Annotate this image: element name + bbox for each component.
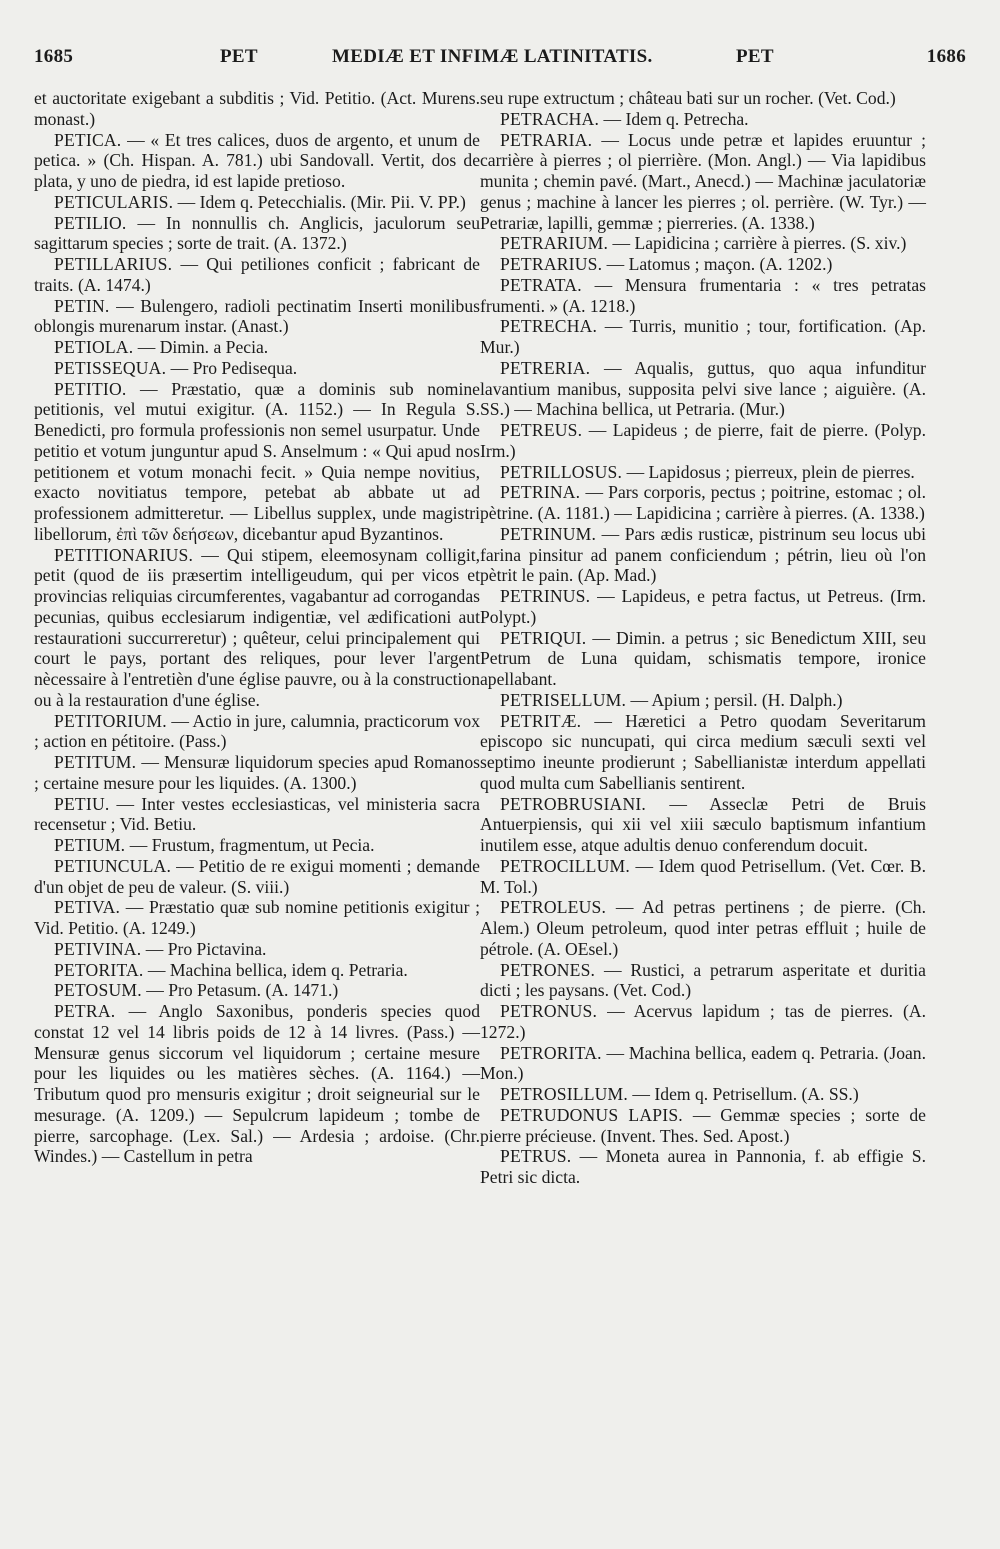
entry-headword: PETRATA. — [500, 274, 582, 295]
dictionary-entry — [480, 233, 926, 254]
entry-text: — Asseclæ Petri de Bruis Antuerpiensis, qui xii vel xiii sæculo baptismum infantium inutilem esse, atque adultis denuo conferendum docuit. — [480, 793, 926, 855]
entry-headword: PETILLARIUS. — [54, 254, 173, 274]
dictionary-entry — [34, 213, 480, 255]
dictionary-entry — [480, 960, 926, 1002]
dictionary-entry — [34, 980, 480, 1001]
entry-text: — Qui stipem, eleemosynam colligit, petit (quod de iis præsertim intelligeudum, qui per vicos et provincias reliquias circumferentes, vagabantur ad corrogandas pecunias, quibus ecclesiarum indigentiæ, vel ædificationi aut restaurationi succurreretur) ; quêteur, celui principalement qui court le pays, portant des reliques, pour lever l'argent nècessaire à l'entretièn d'une église pauvre, ou à la construction ou à la restauration d'une église. — [34, 544, 480, 710]
entry-headword: PETRECHA. — [500, 316, 598, 337]
entry-headword: PETIUM. — [54, 835, 126, 855]
running-head-left: PET — [220, 46, 258, 67]
running-head-right: PET — [736, 46, 774, 67]
entry-headword: PETITUM. — [54, 752, 137, 772]
dictionary-entry — [480, 690, 926, 711]
entry-text: — « Et tres calices, duos de argento, et unum de petica. » (Ch. Hispan. A. 781.) ubi Sandovall. Vertit, dos de plata, y uno de piedra, id est lapide pretioso. — [34, 129, 480, 191]
dictionary-entry — [480, 856, 926, 898]
entry-headword: PETROCILLUM. — [500, 855, 630, 876]
entry-headword: PETIUNCULA. — [54, 855, 172, 876]
entry-headword: PETICA. — [54, 129, 122, 150]
dictionary-entry — [34, 835, 480, 856]
entry-text: — Lapidosus ; pierreux, plein de pierres. — [626, 461, 915, 482]
entry-text: — Pro Pictavina. — [145, 938, 267, 959]
entry-headword: PETIU. — [54, 793, 110, 814]
entry-text: et auctoritate exigebant a subditis ; Vid. Petitio. (Act. Murens. monast.) — [34, 88, 480, 129]
entry-text: — Moneta aurea in Pannonia, f. ab effigie S. Petri sic dicta. — [480, 1146, 926, 1187]
entry-text: — Pars corporis, pectus ; poitrine, estomac ; ol. pètrine. (A. 1181.) — Lapidicina ; carrière à pierres. (A. 1338.) — [480, 482, 927, 523]
dictionary-entry — [480, 1146, 926, 1188]
entry-headword: PETIOLA. — [54, 337, 134, 357]
entry-text: — Idem q. Petecchialis. (Mir. Pii. V. PP.) — [177, 191, 466, 212]
entry-headword: PETRORITA. — [500, 1042, 602, 1063]
dictionary-entry — [480, 462, 926, 483]
entry-text: — Mensura frumentaria : « tres petratas frumenti. » (A. 1218.) — [480, 274, 926, 316]
entry-headword: PETIVINA. — [54, 938, 142, 959]
entry-headword: PETRINA. — [500, 482, 581, 503]
entry-text: — Idem q. Petrecha. — [603, 108, 749, 129]
entry-text: — Lapideus ; de pierre, fait de pierre. (Polyp. Irm.) — [480, 420, 926, 461]
entry-headword: PETRUDONUS LAPIS. — [500, 1104, 683, 1125]
entry-headword: PETRACHA. — [500, 108, 600, 129]
entry-headword: PETILIO. — [54, 212, 127, 233]
entry-headword: PETRILLOSUS. — [500, 461, 623, 482]
dictionary-entry — [480, 130, 926, 234]
entry-text: — Anglo Saxonibus, ponderis species quod constat 12 vel 14 libris poids de 12 à 14 livres. (Pass.) — Mensuræ genus siccorum vel liquidorum ; certaine mesure pour les liquides ou les matières sèches. (A. 1164.) — Tributum quod pro mensuris exigitur ; droit seigneurial sur le mesurage. (A. 1209.) — Sepulcrum lapideum ; tombe de pierre, sarcophage. (Lex. Sal.) — Ardesia ; ardoise. (Chr. Windes.) — Castellum in petra — [34, 1001, 480, 1167]
dictionary-entry — [480, 420, 926, 462]
dictionary-entry — [34, 794, 480, 836]
dictionary-entry — [34, 897, 480, 939]
right-column — [480, 88, 926, 1188]
entry-text: — Frustum, fragmentum, ut Pecia. — [129, 835, 375, 855]
entry-headword: PETITORIUM. — [54, 710, 167, 731]
dictionary-entry — [480, 1084, 926, 1105]
dictionary-entry — [480, 254, 926, 275]
dictionary-entry — [34, 752, 480, 794]
entry-headword: PETREUS. — [500, 420, 583, 440]
dictionary-entry — [34, 358, 480, 379]
entry-text: — Pars ædis rusticæ, pistrinum seu locus ubi farina pinsitur ad panem conficiendum ; pétrin, lieu où l'on pètrit le pain. (Ap. Mad.) — [480, 523, 926, 586]
entry-text: — Machina bellica, eadem q. Petraria. (Joan. Mon.) — [480, 1042, 926, 1084]
dictionary-entry — [34, 1001, 480, 1167]
entry-headword: PETRARIA. — [500, 129, 593, 150]
dictionary-entry — [480, 628, 926, 690]
entry-headword: PETORITA. — [54, 959, 144, 980]
entry-text: — Pro Petasum. (A. 1471.) — [146, 980, 339, 1001]
dictionary-entry — [34, 711, 480, 753]
dictionary-entry — [34, 939, 480, 960]
dictionary-entry — [34, 337, 480, 358]
dictionary-entry — [34, 545, 480, 711]
entry-text: — Lapideus, e petra factus, ut Petreus. (Irm. Polypt.) — [480, 586, 926, 627]
entry-text: — Rustici, a petrarum asperitate et duritia dicti ; les paysans. (Vet. Cod.) — [480, 959, 926, 1001]
entry-text: — Turris, munitio ; tour, fortification. (Ap. Mur.) — [480, 316, 926, 357]
dictionary-entry — [480, 88, 926, 109]
entry-text: — Machina bellica, idem q. Petraria. — [147, 959, 408, 980]
dictionary-entry — [480, 897, 926, 959]
entry-headword: PETRINUS. — [500, 586, 591, 606]
entry-text: — Actio in jure, calumnia, practicorum vox ; action en pétitoire. (Pass.) — [34, 710, 480, 752]
entry-headword: PETRITÆ. — [500, 710, 582, 731]
dictionary-entry — [34, 960, 480, 981]
entry-text: — Inter vestes ecclesiasticas, vel ministeria sacra recensetur ; Vid. Betiu. — [34, 793, 480, 835]
dictionary-entry — [34, 296, 480, 338]
entry-headword: PETISSEQUA. — [54, 357, 167, 378]
entry-headword: PETROSILLUM. — [500, 1084, 629, 1104]
entry-text: — Idem quod Petrisellum. (Vet. Cœr. B. M. Tol.) — [480, 855, 926, 897]
entry-headword: PETIN. — [54, 295, 110, 316]
entry-text: — Dimin. a petrus ; sic Benedictum XIII, seu Petrum de Luna quidam, schismatis tempore, ironice apellabant. — [480, 627, 927, 689]
entry-headword: PETRINUM. — [500, 523, 597, 544]
entry-headword: PETICULARIS. — [54, 191, 174, 212]
entry-text: — Pro Pedisequa. — [170, 357, 298, 378]
dictionary-entry — [480, 1043, 926, 1085]
dictionary-entry — [480, 109, 926, 130]
entry-text: — Præstatio, quæ a dominis sub nomine petitionis, vel mutui exigitur. (A. 1152.) — In Regula S. Benedicti, pro formula professionis non semel usurpatur. Unde petitio et votum junguntur apud S. Anselmum : « Qui apud nos petitionem et votum monachi fecit. » Quia nempe novitius, exacto novitiatus tempore, petebat ab abbate ut ad professionem admitteretur. — Libellus supplex, unde magistri libellorum, ἐπὶ τῶν δεήσεων, dicebantur apud Byzantinos. — [34, 378, 480, 544]
entry-text: — Petitio de re exigui momenti ; demande d'un objet de peu de valeur. (S. viii.) — [34, 855, 480, 897]
dictionary-entry — [480, 358, 926, 420]
entry-text: — Lapidicina ; carrière à pierres. (S. xiv.) — [612, 233, 907, 254]
entry-text: — Qui petiliones conficit ; fabricant de traits. (A. 1474.) — [34, 254, 480, 295]
entry-text: — Gemmæ species ; sorte de pierre précieuse. (Invent. Thes. Sed. Apost.) — [480, 1104, 926, 1146]
dictionary-entry — [480, 275, 926, 317]
entry-text: — Locus unde petræ et lapides eruuntur ; carrière à pierres ; ol pierrière. (Mon. Angl.) — Via lapidibus munita ; chemin pavé. (Mart., Anecd.) — Machinæ jaculatoriæ genus ; machine à lancer les pierres ; ol. perrière. (W. Tyr.) — Petrariæ, lapilli, gemmæ ; pierreries. (A. 1338.) — [480, 129, 926, 233]
dictionary-entry — [34, 130, 480, 192]
entry-headword: PETRERIA. — [500, 357, 591, 378]
entry-text: — Bulengero, radioli pectinatim Inserti monilibus oblongis murenarum instar. (Anast.) — [34, 295, 480, 337]
entry-headword: PETRONUS. — [500, 1001, 598, 1021]
running-title: MEDIÆ ET INFIMÆ LATINITATIS. — [332, 46, 653, 67]
dictionary-entry — [480, 711, 926, 794]
entry-headword: PETROLEUS. — [500, 897, 607, 918]
dictionary-entry — [34, 192, 480, 213]
entry-text: — In nonnullis ch. Anglicis, jaculorum seu sagittarum species ; sorte de trait. (A. 1372.) — [34, 212, 480, 254]
entry-text: — Præstatio quæ sub nomine petitionis exigitur ; Vid. Petitio. (A. 1249.) — [34, 897, 480, 938]
dictionary-entry — [480, 482, 926, 524]
entry-text: seu rupe extructum ; château bati sur un rocher. (Vet. Cod.) — [480, 88, 896, 108]
entry-text: — Dimin. a Pecia. — [137, 337, 269, 357]
page-number-right: 1686 — [926, 46, 966, 67]
entry-text: — Hæretici a Petro quodam Severitarum episcopo sic nuncupati, qui circa medium sæculi sexti vel septimo ineunte prodierunt ; Sabellianistæ interdum appellati quod multa cum Sabellianis sentirent. — [480, 710, 926, 793]
entry-headword: PETROBRUSIANI. — [500, 793, 647, 814]
entry-text: — Ad petras pertinens ; de pierre. (Ch. Alem.) Oleum petroleum, quod inter petras effluit ; huile de pétrole. (A. OEsel.) — [480, 897, 926, 959]
dictionary-entry — [480, 1105, 926, 1147]
dictionary-entry — [34, 254, 480, 296]
page-header — [34, 46, 966, 76]
dictionary-entry — [480, 586, 926, 628]
entry-headword: PETRUS. — [500, 1146, 572, 1167]
dictionary-entry — [480, 794, 926, 856]
entry-text: — Idem q. Petrisellum. (A. SS.) — [632, 1084, 859, 1104]
entry-headword: PETRARIUS. — [500, 254, 603, 274]
entry-headword: PETRONES. — [500, 959, 596, 980]
entry-text: — Aqualis, guttus, quo aqua infunditur lavantium manibus, supposita pelvi sive lance ; aiguière. (A. SS.) — Machina bellica, ut Petraria. (Mur.) — [480, 357, 926, 420]
dictionary-entry — [480, 524, 926, 586]
entry-headword: PETOSUM. — [54, 980, 142, 1001]
entry-text: — Apium ; persil. (H. Dalph.) — [630, 689, 843, 710]
dictionary-entry — [34, 88, 480, 130]
entry-headword: PETIVA. — [54, 897, 121, 918]
entry-text: — Acervus lapidum ; tas de pierres. (A. 1272.) — [480, 1001, 926, 1042]
dictionary-entry — [480, 316, 926, 358]
dictionary-entry — [480, 1001, 926, 1043]
dictionary-entry — [34, 856, 480, 898]
entry-headword: PETITIO. — [54, 378, 127, 399]
entry-headword: PETITIONARIUS. — [54, 544, 194, 565]
entry-headword: PETRARIUM. — [500, 233, 609, 254]
entry-headword: PETRISELLUM. — [500, 689, 627, 710]
entry-headword: PETRIQUI. — [500, 627, 587, 648]
entry-text: — Latomus ; maçon. (A. 1202.) — [606, 254, 833, 274]
dictionary-entry — [34, 379, 480, 545]
entry-headword: PETRA. — [54, 1001, 116, 1021]
entry-text: — Mensuræ liquidorum species apud Romanos ; certaine mesure pour les liquides. (A. 1300.) — [34, 752, 480, 793]
page-number-left: 1685 — [34, 46, 74, 67]
left-column — [34, 88, 480, 1167]
